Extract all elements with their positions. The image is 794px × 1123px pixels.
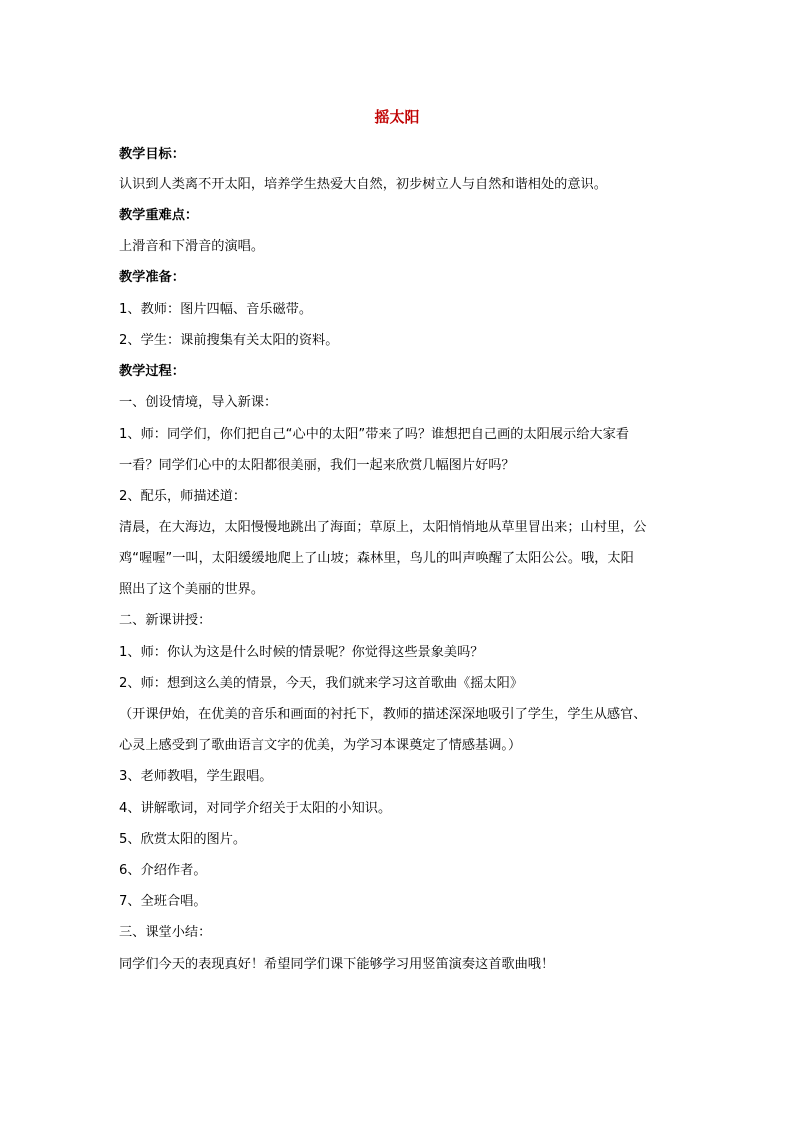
page-title: 摇太阳: [374, 108, 420, 126]
list-item: 2、配乐，师描述道：: [119, 489, 247, 504]
list-item: 2、师：想到这么美的情景，今天，我们就来学习这首歌曲《摇太阳》: [119, 676, 524, 691]
list-item: 5、欣赏太阳的图片。: [119, 832, 247, 847]
paragraph-line: 照出了这个美丽的世界。: [119, 582, 265, 597]
list-item: 4、讲解歌词，对同学介绍关于太阳的小知识。: [119, 801, 392, 816]
paragraph-line: 清晨，在大海边，太阳慢慢地跳出了海面；草原上，太阳悄悄地从草里冒出来；山村里，公: [119, 520, 647, 535]
paragraph-line: 1、师：同学们，你们把自己“心中的太阳”带来了吗？谁想把自己画的太阳展示给大家看: [119, 427, 629, 442]
paragraph-line: 心灵上感受到了歌曲语言文字的优美，为学习本课奠定了情感基调。）: [119, 738, 522, 753]
list-item: 7、全班合唱。: [119, 894, 207, 909]
section-title: 一、创设情境，导入新课：: [119, 395, 278, 410]
section-title: 三、课堂小结：: [119, 925, 212, 940]
paragraph-line: （开课伊始，在优美的音乐和画面的衬托下，教师的描述深深地吸引了学生，学生从感官、: [119, 707, 647, 722]
section-title: 二、新课讲授：: [119, 613, 212, 628]
heading-process: 教学过程：: [119, 364, 185, 379]
paragraph-line: 同学们今天的表现真好！希望同学们课下能够学习用竖笛演奏这首歌曲哦！: [119, 957, 555, 972]
heading-key-points: 教学重难点：: [119, 208, 199, 223]
heading-preparation: 教学准备：: [119, 270, 185, 285]
paragraph-line: 一看？同学们心中的太阳都很美丽，我们一起来欣赏几幅图片好吗？: [119, 458, 515, 473]
paragraph-line: 鸡“喔喔”一叫，太阳缓缓地爬上了山坡；森林里，鸟儿的叫声唤醒了太阳公公。哦，太阳: [119, 551, 634, 566]
preparation-item: 2、学生：课前搜集有关太阳的资料。: [119, 333, 339, 348]
list-item: 3、老师教唱，学生跟唱。: [119, 769, 273, 784]
list-item: 1、师：你认为这是什么时候的情景呢？你觉得这些景象美吗？: [119, 645, 484, 660]
list-item: 6、介绍作者。: [119, 863, 207, 878]
objectives-text: 认识到人类离不开太阳，培养学生热爱大自然，初步树立人与自然和谐相处的意识。: [119, 177, 607, 192]
heading-objectives: 教学目标：: [119, 147, 185, 162]
preparation-item: 1、教师：图片四幅、音乐磁带。: [119, 302, 313, 317]
key-points-text: 上滑音和下滑音的演唱。: [119, 239, 265, 254]
